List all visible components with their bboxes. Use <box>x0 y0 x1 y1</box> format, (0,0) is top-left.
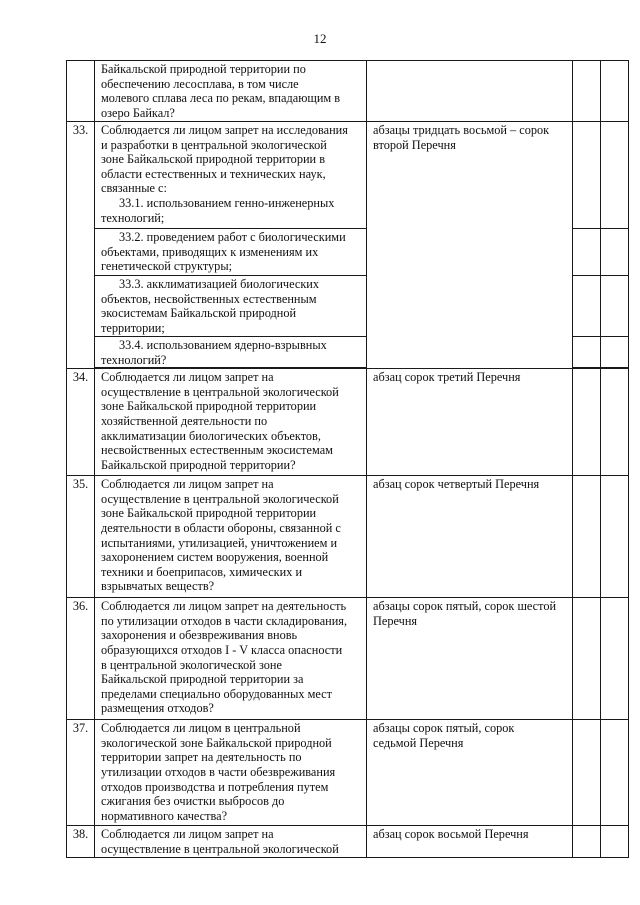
answer-no-cell[interactable] <box>601 826 629 858</box>
reference-line: абзац сорок восьмой Перечня <box>373 827 529 842</box>
question-line: несвойственных естественным экосистемам <box>101 443 333 458</box>
question-line: Байкальской природной территории по <box>101 62 306 76</box>
table-row <box>67 476 629 598</box>
row-number: 38. <box>72 827 89 842</box>
question-line: Соблюдается ли лицом в центральной <box>101 721 301 736</box>
answer-no-cell[interactable] <box>601 476 629 598</box>
question-line: захоронения и обезвреживания вновь <box>101 628 298 643</box>
question-line: обеспечению лесосплава, в том числе <box>101 76 299 91</box>
row-number-cell <box>67 598 95 720</box>
reference-line: второй Перечня <box>373 137 456 152</box>
subquestion-line: технологий; <box>101 210 165 225</box>
answer-no-cell[interactable] <box>601 229 629 276</box>
row-number-cell <box>67 476 95 598</box>
question-line: Соблюдается ли лицом запрет на <box>101 477 274 492</box>
reference-line: абзац сорок четвертый Перечня <box>373 477 540 492</box>
question-cell <box>95 720 367 826</box>
question-line: и разработки в центральной экологической <box>101 137 327 152</box>
question-line: зоне Байкальской природной территории <box>101 506 317 521</box>
question-line: нормативного качества? <box>101 808 228 823</box>
row-number: 33. <box>72 123 89 137</box>
answer-yes-cell[interactable] <box>573 476 601 598</box>
question-line: озеро Байкал? <box>101 105 175 120</box>
reference-cell <box>367 826 573 858</box>
question-line: связанные с: <box>101 181 167 196</box>
question-line: взрывчатых веществ? <box>101 579 215 594</box>
question-line: области естественных и технических наук, <box>101 166 326 181</box>
question-line: молевого сплава леса по рекам, впадающим в <box>101 91 341 106</box>
row-number: 34. <box>72 370 89 385</box>
question-cell <box>95 61 367 122</box>
row-number: 37. <box>72 721 89 736</box>
question-line: осуществление в центральной экологической <box>101 384 339 399</box>
question-line: размещения отходов? <box>101 701 214 716</box>
table-row <box>67 598 629 720</box>
reference-line: абзацы сорок пятый, сорок шестой <box>373 599 557 614</box>
subquestion-line: объектов, несвойственных естественным <box>101 291 317 306</box>
question-line: в центральной экологической зоне <box>101 657 282 672</box>
answer-no-cell[interactable] <box>601 598 629 720</box>
subquestion-line: технологий? <box>101 352 167 367</box>
subquestion-line: территории; <box>101 320 165 335</box>
row-number-cell <box>67 720 95 826</box>
question-cell <box>95 276 367 337</box>
row-number-cell <box>67 826 95 858</box>
reference-line: абзацы сорок пятый, сорок <box>373 721 515 736</box>
question-line: Байкальской природной территории за <box>101 672 304 687</box>
question-line: пределами специально оборудованных мест <box>101 686 332 701</box>
reference-cell <box>367 598 573 720</box>
table-row <box>67 720 629 826</box>
question-line: испытаниями, утилизацией, уничтожением и <box>101 535 338 550</box>
question-line: техники и боеприпасов, химических и <box>101 564 303 579</box>
answer-no-cell[interactable] <box>601 276 629 337</box>
table-row <box>67 61 629 122</box>
question-line: осуществление в центральной экологической <box>101 491 339 506</box>
row-number: 35. <box>72 477 89 492</box>
question-line: хозяйственной деятельности по <box>101 413 268 428</box>
answer-no-cell[interactable] <box>601 369 629 476</box>
table-row <box>67 369 629 476</box>
question-cell <box>95 337 367 368</box>
answer-yes-cell[interactable] <box>573 369 601 476</box>
table-row <box>67 122 629 229</box>
question-line: по утилизации отходов в части складирования, <box>101 613 348 628</box>
subquestion-line: 33.3. акклиматизацией биологических <box>119 277 320 291</box>
question-line: зоне Байкальской природной территории в <box>101 152 326 167</box>
answer-no-cell[interactable] <box>601 337 629 368</box>
question-line: акклиматизации биологических объектов, <box>101 428 321 443</box>
question-line: Соблюдается ли лицом запрет на исследования <box>101 123 348 137</box>
subquestion-line: 33.1. использованием генно-инженерных <box>119 195 335 210</box>
answer-yes-cell[interactable] <box>573 598 601 720</box>
row-number: 36. <box>72 599 89 614</box>
subquestion-line: объектами, приводящих к изменениям их <box>101 244 319 259</box>
question-line: экологической зоне Байкальской природной <box>101 735 332 750</box>
answer-yes-cell[interactable] <box>573 826 601 858</box>
subquestion-line: генетической структуры; <box>101 259 233 274</box>
answer-yes-cell[interactable] <box>573 276 601 337</box>
answer-yes-cell[interactable] <box>573 122 601 229</box>
answer-no-cell[interactable] <box>601 122 629 229</box>
question-line: Соблюдается ли лицом запрет на <box>101 827 274 842</box>
question-line: Соблюдается ли лицом запрет на деятельность <box>101 599 347 614</box>
checklist-table <box>66 60 629 858</box>
reference-cell <box>367 476 573 598</box>
answer-no-cell[interactable] <box>601 61 629 122</box>
row-number-cell <box>67 122 95 369</box>
question-line: Байкальской природной территории? <box>101 457 296 472</box>
question-cell <box>95 476 367 598</box>
subquestion-line: экосистемам Байкальской природной <box>101 306 297 321</box>
reference-line: седьмой Перечня <box>373 735 464 750</box>
question-line: деятельности в области обороны, связанной с <box>101 520 341 535</box>
table-row <box>67 826 629 858</box>
question-cell <box>95 826 367 858</box>
answer-no-cell[interactable] <box>601 720 629 826</box>
answer-yes-cell[interactable] <box>573 61 601 122</box>
question-cell <box>95 598 367 720</box>
question-line: территории запрет на деятельность по <box>101 750 302 765</box>
question-line: захоронением систем вооружения, военной <box>101 550 329 565</box>
question-line: Соблюдается ли лицом запрет на <box>101 370 274 385</box>
reference-cell <box>367 122 573 369</box>
question-cell <box>95 369 367 476</box>
question-line: сжигания без очистки выбросов до <box>101 794 285 809</box>
subquestion-line: 33.4. использованием ядерно-взрывных <box>119 338 327 352</box>
reference-line: Перечня <box>373 613 418 628</box>
question-line: осуществление в центральной экологической <box>101 841 339 856</box>
requirements-table <box>66 60 629 858</box>
reference-line: абзац сорок третий Перечня <box>373 370 521 385</box>
question-cell <box>95 122 367 229</box>
answer-yes-cell[interactable] <box>573 720 601 826</box>
row-number-cell <box>67 369 95 476</box>
question-line: зоне Байкальской природной территории <box>101 399 317 414</box>
answer-yes-cell[interactable] <box>573 229 601 276</box>
reference-line: абзацы тридцать восьмой – сорок <box>373 123 550 137</box>
question-cell <box>95 229 367 276</box>
reference-cell <box>367 720 573 826</box>
question-line: отходов производства и потребления путем <box>101 779 329 794</box>
page-number: 12 <box>313 31 327 46</box>
subquestion-line: 33.2. проведением работ с биологическими <box>119 230 346 244</box>
answer-yes-cell[interactable] <box>573 337 601 368</box>
reference-cell <box>367 369 573 476</box>
row-number-cell <box>67 61 95 122</box>
question-line: утилизации отходов в части обезвреживания <box>101 764 336 779</box>
reference-cell <box>367 61 573 122</box>
question-line: образующихся отходов I - V класса опасности <box>101 642 343 657</box>
